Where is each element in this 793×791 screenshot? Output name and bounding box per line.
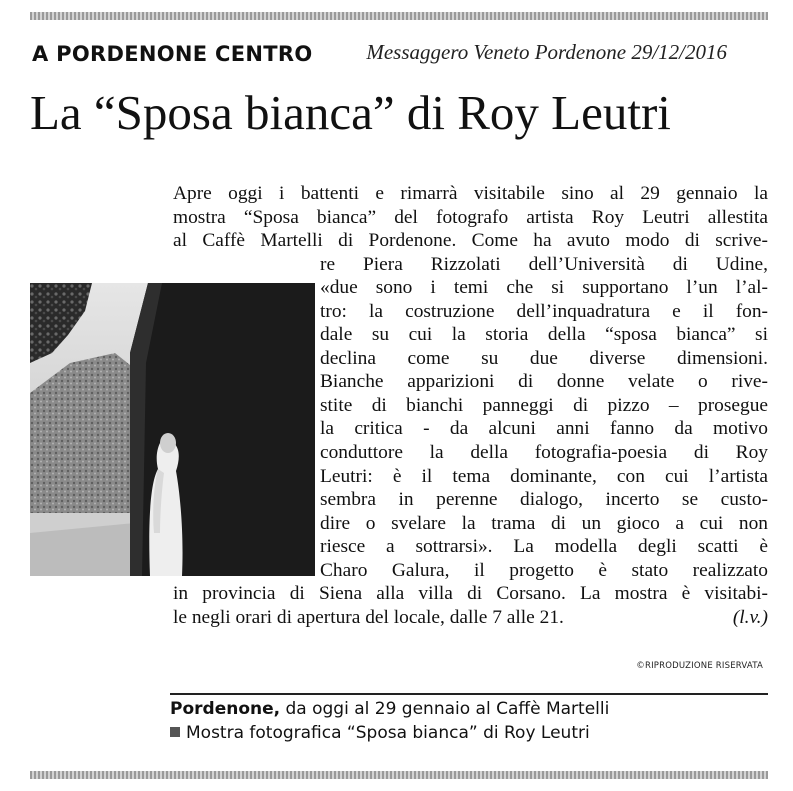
info-when: da oggi al 29 gennaio al Caffè Martelli xyxy=(280,699,610,719)
headline: La “Sposa bianca” di Roy Leutri xyxy=(30,85,671,140)
body-line: conduttore la della fotografia-poesia di Roy xyxy=(320,442,768,464)
body-line: Apre oggi i battenti e rimarrà visitabile sino al 29 gennaio la xyxy=(173,183,768,204)
body-line: al Caffè Martelli di Pordenone. Come ha avuto modo di scrive- xyxy=(173,230,768,252)
square-bullet-icon xyxy=(170,727,180,737)
body-line: tro: la costruzione dell’inquadratura e il fon- xyxy=(320,300,768,322)
section-label: A PORDENONE CENTRO xyxy=(32,42,313,66)
body-line: dire o svelare la trama di un gioco a cui non xyxy=(320,512,768,534)
author-signature: (l.v.) xyxy=(732,606,768,628)
body-line: mostra “Sposa bianca” del fotografo artista Roy Leutri allestita xyxy=(173,206,768,228)
info-event: Mostra fotografica “Sposa bianca” di Roy Leutri xyxy=(186,723,590,743)
info-place: Pordenone, xyxy=(170,699,281,719)
body-line: la critica - da alcuni anni fanno da motivo xyxy=(320,418,768,440)
body-line: «due sono i temi che si supportano l’un l’al- xyxy=(320,277,768,299)
info-when-line xyxy=(170,697,768,721)
body-line: re Piera Rizzolati dell’Università di Udine, xyxy=(320,253,768,275)
info-box xyxy=(170,697,768,745)
bottom-border xyxy=(30,771,768,779)
top-border xyxy=(30,12,768,20)
body-line: Bianche apparizioni di donne velate o rive- xyxy=(320,371,768,393)
copyright-notice: ©RIPRODUZIONE RISERVATA xyxy=(636,661,763,671)
body-line: Charo Galura, il progetto è stato realizzato xyxy=(320,559,768,581)
body-line: le negli orari di apertura del locale, dalle 7 alle 21. xyxy=(173,606,564,628)
article-body xyxy=(30,182,768,629)
body-line: Leutri: è il tema dominante, con cui l’artista xyxy=(320,465,768,487)
body-line: declina come su due diverse dimensioni. xyxy=(320,347,768,369)
body-line: sembra in perenne dialogo, incerto se custo- xyxy=(320,489,768,511)
body-line: in provincia di Siena alla villa di Corsano. La mostra è visitabi- xyxy=(173,583,768,605)
info-divider xyxy=(170,693,768,695)
body-line: riesce a sottrarsi». La modella degli scatti è xyxy=(320,536,768,558)
body-line-final xyxy=(30,606,768,630)
body-line: stite di bianchi panneggi di pizzo – prosegue xyxy=(320,394,768,416)
body-line: dale su cui la storia della “sposa bianca” si xyxy=(320,324,768,346)
source-citation: Messaggero Veneto Pordenone 29/12/2016 xyxy=(366,40,727,64)
info-event-line xyxy=(170,721,768,745)
